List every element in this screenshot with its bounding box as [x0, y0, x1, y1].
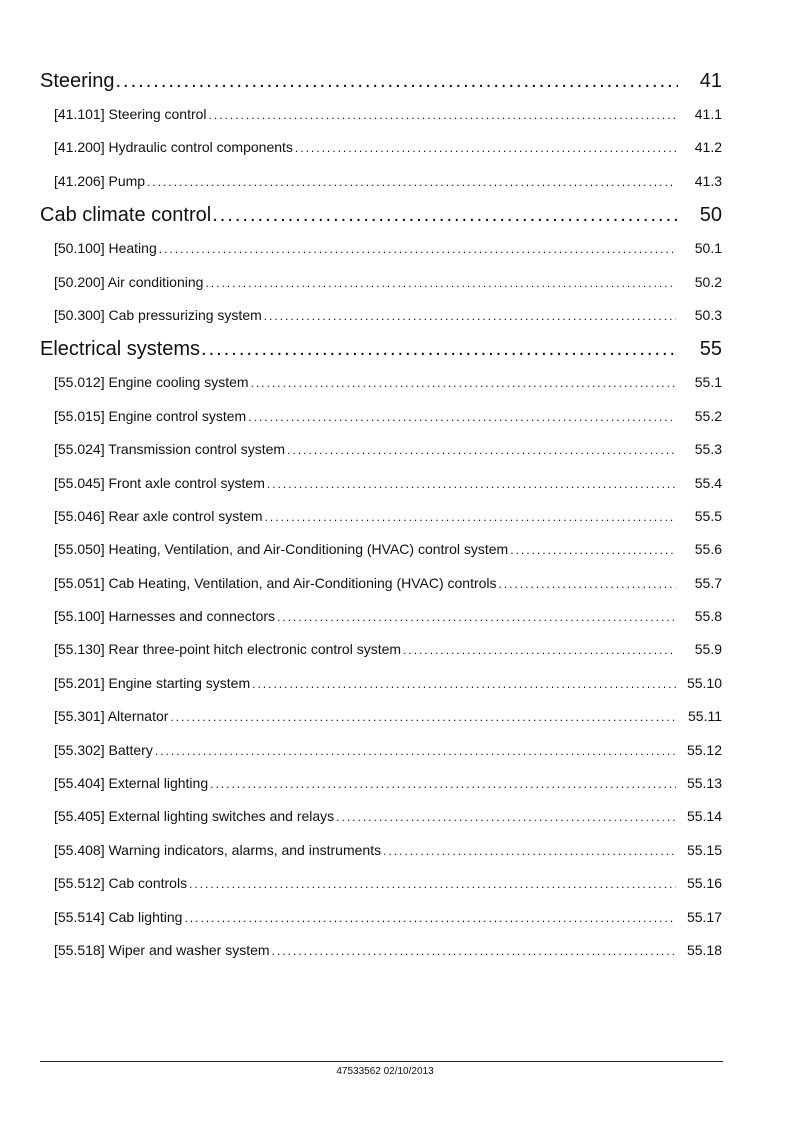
toc-entry[interactable] [40, 533, 722, 566]
dot-leader [159, 233, 676, 265]
dot-leader [248, 401, 676, 433]
entry-page-number: 50.1 [694, 240, 722, 257]
dot-leader [265, 501, 676, 533]
dot-leader [499, 568, 676, 600]
toc-entry[interactable] [40, 834, 722, 867]
toc-entry[interactable] [40, 600, 722, 633]
entry-page-number: 55.11 [688, 708, 722, 725]
dot-leader [170, 701, 676, 733]
toc-entry[interactable] [40, 400, 722, 433]
entry-page-number: 55.13 [686, 775, 722, 792]
entry-page-number: 50.2 [694, 273, 722, 290]
dot-leader [147, 166, 676, 198]
section-title: Steering [40, 70, 115, 92]
entry-label: [55.045] Front axle control system [54, 474, 265, 491]
entry-label: [55.201] Engine starting system [54, 674, 251, 691]
entry-label: [50.300] Cab pressurizing system [54, 306, 262, 323]
entry-label: [55.405] External lighting switches and relays [54, 808, 335, 825]
toc-entry[interactable] [40, 232, 722, 265]
entry-page-number: 55.12 [686, 741, 722, 758]
footer-document-code: 47533562 02/10/2013 [336, 1066, 434, 1077]
toc-entry[interactable] [40, 867, 722, 900]
dot-leader [272, 935, 676, 967]
toc-entry[interactable] [40, 98, 722, 131]
dot-leader [264, 300, 676, 332]
dot-leader [116, 64, 679, 98]
entry-page-number: 55.14 [686, 808, 722, 825]
toc-entry[interactable] [40, 500, 722, 533]
toc-entry[interactable] [40, 299, 722, 332]
toc-entry[interactable] [40, 131, 722, 164]
section-heading-electrical-systems[interactable] [40, 332, 722, 366]
toc-entry[interactable] [40, 667, 722, 700]
section-heading-steering[interactable] [40, 64, 722, 98]
dot-leader [205, 267, 676, 299]
entry-page-number: 55.10 [686, 674, 722, 691]
entry-page-number: 55.9 [694, 641, 722, 658]
entry-label: [55.512] Cab controls [54, 875, 188, 892]
dot-leader [201, 332, 678, 366]
entry-label: [55.408] Warning indicators, alarms, and instruments [54, 841, 382, 858]
entry-label: [55.024] Transmission control system [54, 441, 286, 458]
entry-label: [55.015] Engine control system [54, 407, 247, 424]
entry-page-number: 41.1 [694, 106, 722, 122]
entry-page-number: 55.4 [694, 474, 722, 491]
section-title: Electrical systems [40, 338, 201, 361]
dot-leader [383, 835, 676, 867]
entry-label: [55.046] Rear axle control system [54, 507, 263, 524]
dot-leader [184, 902, 676, 934]
toc-entry[interactable] [40, 800, 722, 833]
entry-label: [55.130] Rear three-point hitch electronic control system [54, 641, 402, 658]
entry-page-number: 55.5 [694, 507, 722, 524]
entry-page-number: 50.3 [694, 306, 722, 323]
dot-leader [209, 99, 676, 131]
entry-label: [55.301] Alternator [54, 708, 169, 725]
section-page-number: 55 [699, 338, 722, 361]
dot-leader [267, 468, 676, 500]
entry-label: [50.100] Heating [54, 240, 157, 257]
toc-entry[interactable] [40, 433, 722, 466]
entry-label: [55.514] Cab lighting [54, 908, 183, 925]
entry-page-number: 55.3 [694, 441, 722, 458]
dot-leader [210, 768, 676, 800]
dot-leader [287, 434, 676, 466]
toc-entry[interactable] [40, 366, 722, 399]
dot-leader [212, 198, 678, 232]
footer-divider [40, 1061, 723, 1062]
entry-page-number: 55.17 [686, 908, 722, 925]
dot-leader [403, 634, 676, 666]
entry-page-number: 55.2 [694, 407, 722, 424]
entry-label: [55.100] Harnesses and connectors [54, 608, 276, 625]
entry-page-number: 55.16 [686, 875, 722, 892]
toc-entry[interactable] [40, 633, 722, 666]
dot-leader [295, 132, 676, 164]
toc-entry[interactable] [40, 467, 722, 500]
entry-page-number: 41.3 [694, 172, 722, 189]
entry-label: [41.206] Pump [54, 172, 146, 189]
entry-label: [41.101] Steering control [54, 106, 207, 122]
entry-label: [55.051] Cab Heating, Ventilation, and Air-Conditioning (HVAC) controls [54, 574, 497, 591]
dot-leader [510, 534, 676, 566]
dot-leader [251, 367, 676, 399]
toc-entry[interactable] [40, 165, 722, 198]
entry-page-number: 55.7 [694, 574, 722, 591]
dot-leader [189, 868, 676, 900]
toc-entry[interactable] [40, 734, 722, 767]
entry-label: [55.050] Heating, Ventilation, and Air-Conditioning (HVAC) control system [54, 541, 509, 558]
entry-page-number: 55.15 [686, 841, 722, 858]
entry-page-number: 55.1 [694, 374, 722, 391]
dot-leader [252, 668, 676, 700]
section-heading-cab-climate-control[interactable] [40, 198, 722, 232]
entry-page-number: 55.6 [694, 541, 722, 558]
entry-page-number: 41.2 [694, 139, 722, 156]
entry-page-number: 55.18 [686, 941, 722, 958]
toc-entry[interactable] [40, 767, 722, 800]
toc-entry[interactable] [40, 266, 722, 299]
table-of-contents [40, 64, 722, 967]
toc-entry[interactable] [40, 934, 722, 967]
section-title: Cab climate control [40, 204, 212, 227]
entry-label: [55.518] Wiper and washer system [54, 941, 270, 958]
toc-entry[interactable] [40, 901, 722, 934]
dot-leader [277, 601, 676, 633]
section-page-number: 50 [699, 204, 722, 227]
entry-label: [55.012] Engine cooling system [54, 374, 249, 391]
entry-label: [55.404] External lighting [54, 775, 209, 792]
dot-leader [336, 801, 676, 833]
entry-label: [41.200] Hydraulic control components [54, 139, 293, 156]
toc-entry[interactable] [40, 567, 722, 600]
toc-entry[interactable] [40, 700, 722, 733]
dot-leader [155, 735, 676, 767]
entry-label: [50.200] Air conditioning [54, 273, 204, 290]
section-page-number: 41 [699, 70, 722, 92]
entry-label: [55.302] Battery [54, 741, 153, 758]
entry-page-number: 55.8 [694, 608, 722, 625]
